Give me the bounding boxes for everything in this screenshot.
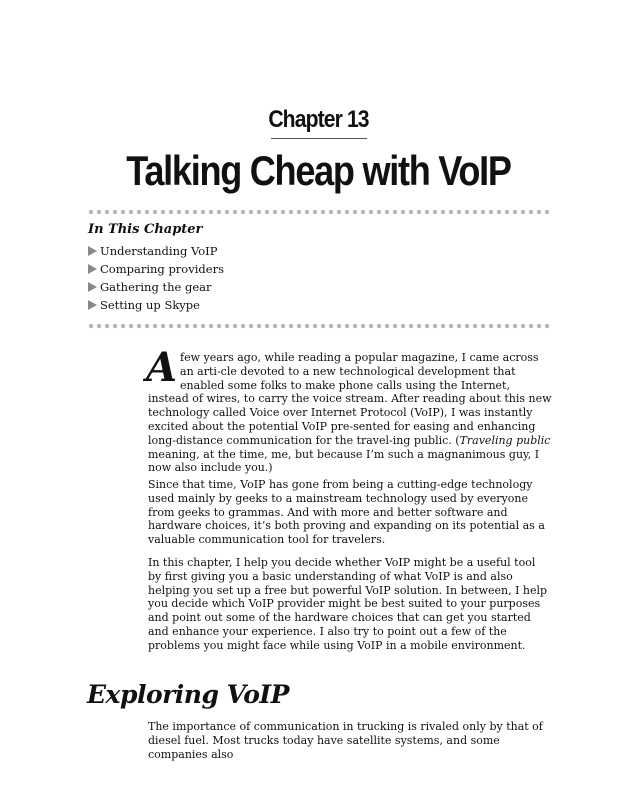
intro-paragraph-1 (146, 344, 552, 475)
section-heading: Exploring VoIP (87, 680, 289, 709)
intro-paragraph-3: In this chapter, I help you decide whether VoIP might be a useful tool by first giving you a basic understanding of what VoIP is and also helping you set up a free but powerful VoIP solution. In between, I help you decide which VoIP provider might be best suited to your purposes and point out some of the hardware choices that can get you started and enhance your experience. I also try to point out a few of the problems you might face while using VoIP in a mobile environment. (148, 556, 548, 652)
chapter-title: Talking Cheap with VoIP (126, 147, 511, 194)
list-item-label: Comparing providers (100, 262, 224, 276)
list-item (88, 296, 224, 314)
list-item (88, 278, 224, 296)
intro-paragraph-2: Since that time, VoIP has gone from being a cutting-edge technology used mainly by geeks to a mainstream technology used by everyone from geeks to grammas. And with more and better software and hardware choices, it’s both proving and expanding on its potential as a valuable communication tool for travelers. (148, 478, 545, 547)
in-this-chapter-list (88, 242, 224, 314)
chapter-label: Chapter 13 (268, 106, 369, 133)
intro-paragraph-1-text-a: few years ago, while reading a popular magazine, I came across an arti-cle devoted to a new technological development that enabled some folks to make phone calls using the Internet, instead of wires, to carry the voice stream. After reading about this new technology called Voice over Internet Protocol (VoIP), I was instantly excited about the potential VoIP pre-sented for easing and enhancing long-distance communication for the travel-ing public. ( (148, 351, 552, 447)
section-paragraph-1: The importance of communication in trucking is rivaled only by that of diesel fuel. Most trucks today have satellite systems, and some companies also (148, 720, 543, 761)
triangle-bullet-icon (88, 300, 97, 310)
dotted-divider-bottom (87, 323, 551, 329)
list-item-label: Understanding VoIP (100, 244, 218, 258)
drop-cap: A (146, 344, 178, 391)
list-item-label: Setting up Skype (100, 298, 200, 312)
list-item-label: Gathering the gear (100, 280, 212, 294)
in-this-chapter-heading: In This Chapter (88, 222, 203, 237)
list-item (88, 242, 224, 260)
chapter-rule (271, 138, 367, 139)
dotted-divider-top (87, 209, 551, 215)
triangle-bullet-icon (88, 264, 97, 274)
triangle-bullet-icon (88, 282, 97, 292)
intro-paragraph-1-emphasis: Traveling public (459, 433, 551, 447)
list-item (88, 260, 224, 278)
intro-paragraph-1-text-b: meaning, at the time, me, but because I’m such a magnanimous guy, I now also include you.) (148, 447, 540, 475)
triangle-bullet-icon (88, 246, 97, 256)
